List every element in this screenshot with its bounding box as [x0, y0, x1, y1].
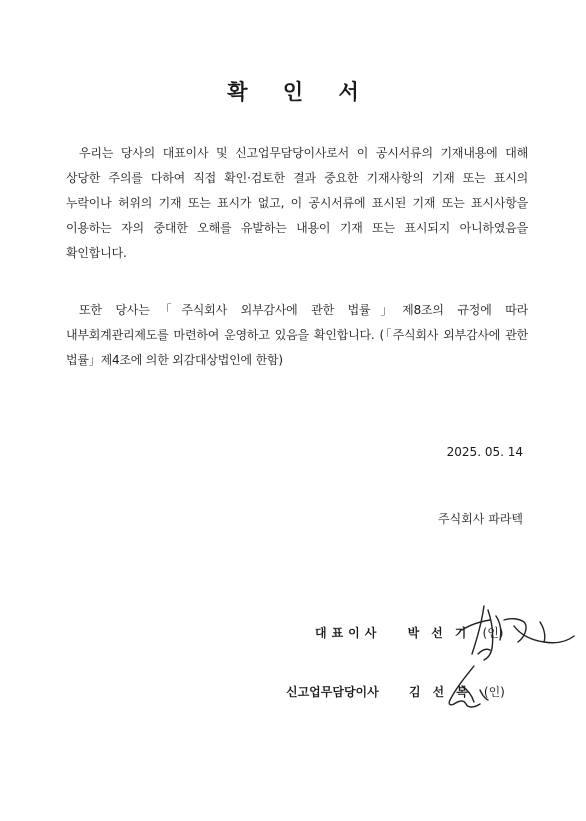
document-title: 확 인 서 [227, 80, 373, 104]
document-date: 2025. 05. 14 [446, 445, 523, 459]
ceo-handwritten-signature [448, 596, 576, 666]
internal-control-paragraph: 또한 당사는「주식회사 외부감사에 관한 법률」제8조의 규정에 따라 내부회계관리제도를 마련하여 운영하고 있음을 확인합니다. (「주식회사 외부감사에 관한 법률」제4조에 의한 외감대상법인에 한함) [66, 303, 528, 367]
ceo-name: 박선기 [407, 626, 479, 640]
officer-name: 김선복 [408, 685, 480, 699]
ceo-seal: (인) [482, 626, 504, 640]
officer-handwritten-signature [444, 660, 492, 712]
company-name: 주식회사 파라텍 [438, 512, 523, 526]
officer-seal: (인) [483, 685, 505, 699]
confirmation-paragraph: 우리는 당사의 대표이사 및 신고업무담당이사로서 이 공시서류의 기재내용에 대해 상당한 주의를 다하여 직접 확인·검토한 결과 중요한 기재사항의 기재 또는 표시의 누락이나 허위의 기재 또는 표시가 없고, 이 공시서류에 표시된 기재 또는 표시사항을 이용하는 자의 중대한 오해를 유발하는 내용이 기재 또는 표시되지 아니하였음을 확인합니다. [66, 146, 528, 260]
officer-role: 신고업무담당이사 [286, 685, 379, 699]
ceo-role: 대표이사 [315, 626, 382, 640]
